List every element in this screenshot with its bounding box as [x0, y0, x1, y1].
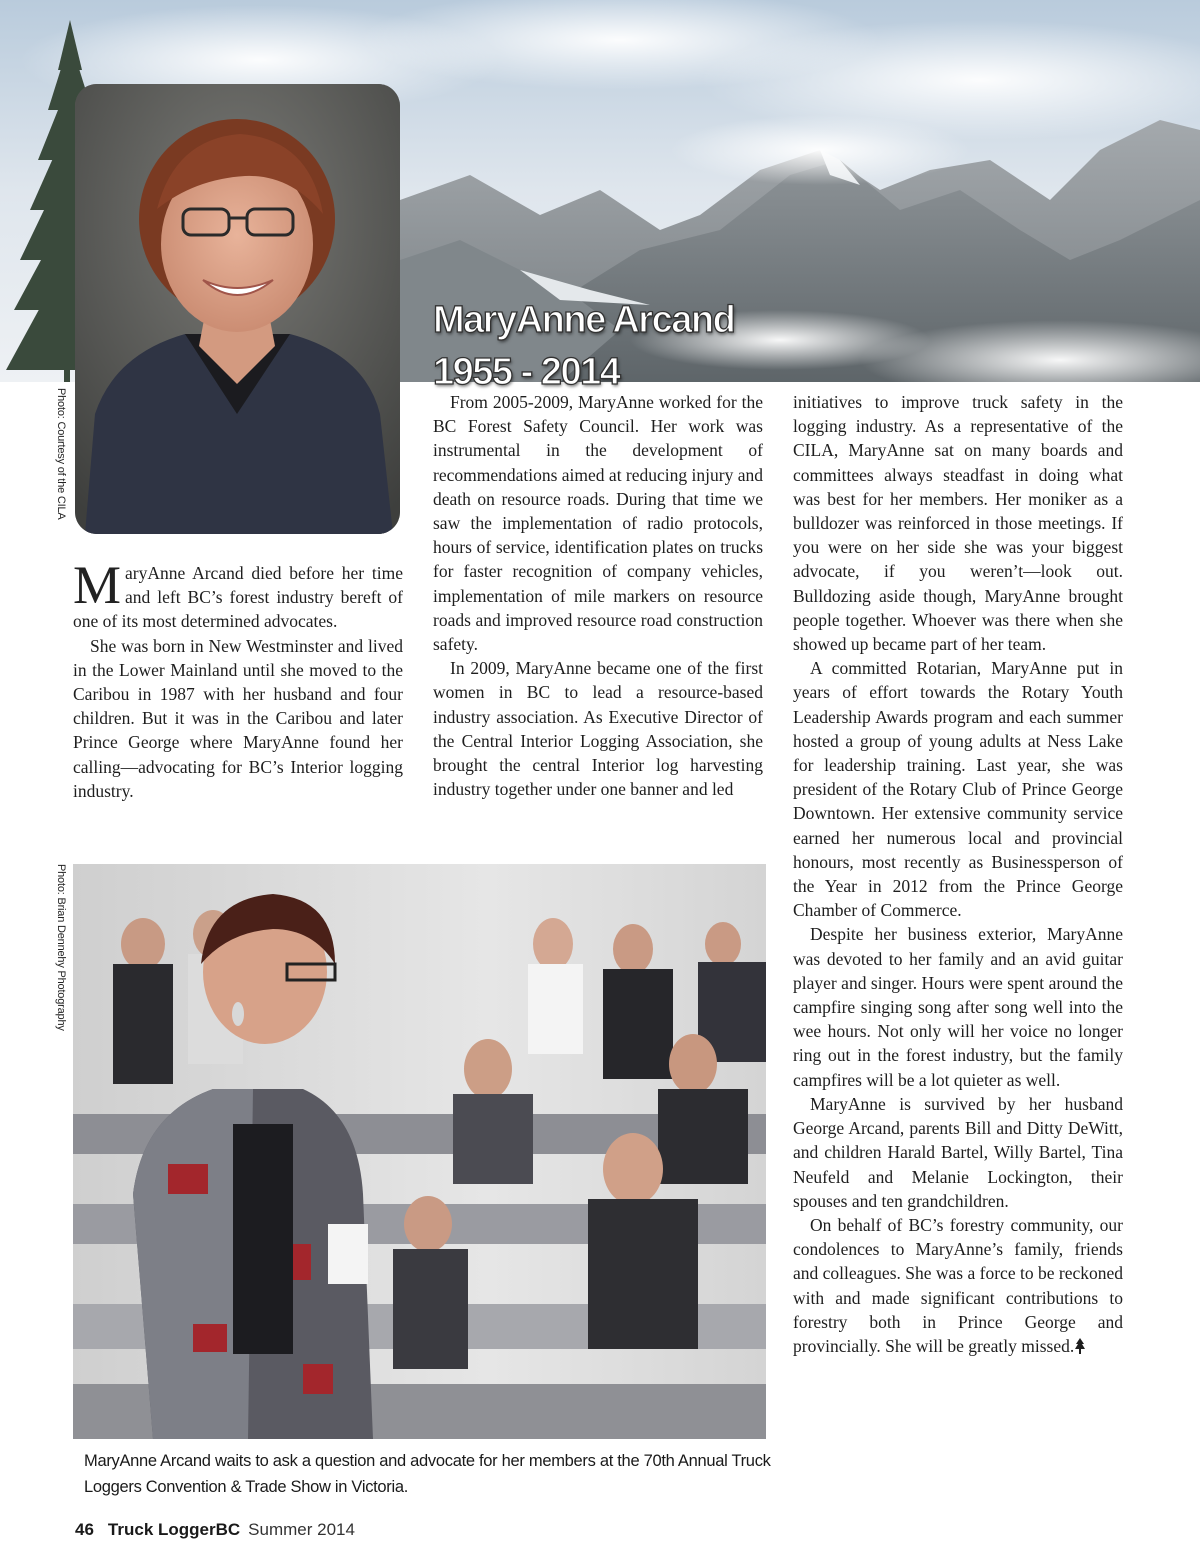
article-title	[433, 294, 734, 398]
conference-photo	[73, 864, 766, 1439]
page-number: 46	[75, 1520, 94, 1539]
paragraph: In 2009, MaryAnne became one of the first women in BC to lead a resource-based industry association. As Executive Director of the Central Interior Logging Association, she brought the central Interior log harvesting industry together under one banner and led	[433, 658, 763, 800]
paragraph: Despite her business exterior, MaryAnne was devoted to her family and an avid guitar player and singer. Hours were spent around the campfire singing song after song well into the wee hours. Not only will her voice no longer ring out in the forest industry, but the family campfires will be a lot quieter as well.	[793, 924, 1123, 1090]
text-column-3	[793, 390, 1123, 1358]
photo-caption: MaryAnne Arcand waits to ask a question and advocate for her members at the 70th Annual Truck Loggers Convention & Trade Show in Victoria.	[84, 1452, 771, 1496]
page-footer	[75, 1520, 355, 1540]
title-name: MaryAnne Arcand	[433, 299, 735, 341]
drop-cap: M	[73, 555, 122, 615]
text-column-1	[73, 555, 403, 803]
issue-date: Summer 2014	[248, 1520, 355, 1539]
tree-icon	[1074, 1338, 1086, 1354]
paragraph-text: On behalf of BC’s forestry community, our condolences to MaryAnne’s family, friends and colleagues. She was a force to be reckoned with and made significant contributions to forestry both in Prince George and provincially. She will be greatly missed.	[793, 1214, 1123, 1356]
conference-photo-credit: Photo: Brian Dennehy Photography	[55, 864, 67, 1031]
paragraph: MaryAnne is survived by her husband George Arcand, parents Bill and Ditty DeWitt, and children Harald Bartel, Willy Bartel, Tina Neufeld and Melanie Lockington, their spouses and ten grandchildren.	[793, 1093, 1123, 1211]
paragraph	[73, 555, 403, 634]
portrait-photo	[75, 84, 400, 534]
title-dates: 1955 - 2014	[433, 351, 620, 393]
paragraph: A committed Rotarian, MaryAnne put in years of effort towards the Rotary Youth Leadership Awards program and each summer hosted a group of young adults at Ness Lake for leadership training. Last year, she was president of the Rotary Club of Prince George Downtown. Her extensive community service earned her numerous local and provincial honours, most recently as Businessperson of the Year in 2012 from the Prince George Chamber of Commerce.	[793, 658, 1123, 921]
text-column-2	[433, 390, 763, 801]
portrait-photo-credit: Photo: Courtesy of the CILA	[55, 388, 67, 520]
magazine-name: Truck LoggerBC	[107, 1520, 241, 1539]
paragraph: initiatives to improve truck safety in the logging industry. As a representative of the CILA, MaryAnne sat on many boards and committees always steadfast in doing what was best for her members. Her moniker as a bulldozer was reinforced in those meetings. If you were on her side she was your biggest advocate, if you weren’t—look out. Bulldozing aside though, MaryAnne brought people together. Whoever was there when she showed up became part of her team.	[793, 392, 1123, 655]
paragraph	[793, 1213, 1123, 1358]
paragraph: From 2005-2009, MaryAnne worked for the BC Forest Safety Council. Her work was instrumental in the development of recommendations aimed at reducing injury and death on resource roads. During that time we saw the implementation of radio protocols, hours of service, identification plates on trucks for faster recognition of company vehicles, implementation of mile markers on resource roads and improved resource road construction safety.	[433, 392, 763, 655]
paragraph-text: aryAnne Arcand died before her time and left BC’s forest industry bereft of one of its most determined advocates.	[73, 563, 403, 632]
paragraph: She was born in New Westminster and lived in the Lower Mainland until she moved to the Caribou in 1987 with her husband and four children. But it was in the Caribou and later Prince George where MaryAnne found her calling—advocating for BC’s Interior logging industry.	[73, 635, 403, 801]
